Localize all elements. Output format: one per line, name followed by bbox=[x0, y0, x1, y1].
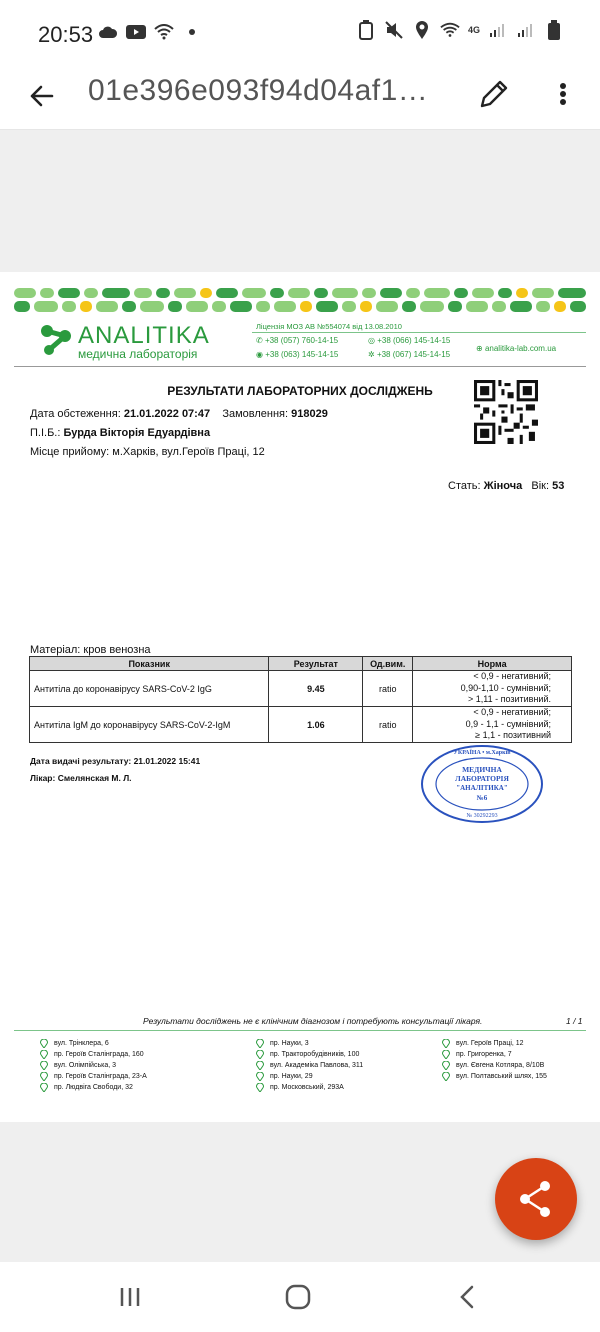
mute-icon bbox=[384, 20, 404, 40]
pin-icon bbox=[40, 1039, 48, 1048]
pin-icon bbox=[442, 1061, 450, 1070]
pin-icon bbox=[40, 1061, 48, 1070]
svg-text:УКРАЇНА • м.Харків: УКРАЇНА • м.Харків bbox=[453, 750, 511, 756]
youtube-icon bbox=[126, 22, 146, 42]
place: м.Харків, вул.Героїв Праці, 12 bbox=[112, 446, 265, 458]
place-label: Місце прийому: bbox=[30, 446, 110, 458]
header-result: Результат bbox=[269, 657, 363, 671]
license-text: Ліцензія МОЗ АВ №554074 від 13.08.2010 bbox=[256, 322, 402, 331]
header-indicator: Показник bbox=[30, 657, 269, 671]
list-item: вул. Полтавський шлях, 155 bbox=[442, 1071, 547, 1082]
norm-line: < 0,9 - негативний; bbox=[473, 707, 551, 718]
svg-text:№6: №6 bbox=[476, 794, 488, 802]
row-indicator: Антитіла IgM до коронавірусу SARS-CoV-2-IgM bbox=[30, 707, 269, 743]
star-icon: ✲ bbox=[368, 350, 375, 359]
more-vert-icon bbox=[548, 74, 578, 114]
share-icon bbox=[495, 1158, 577, 1240]
logo-subtitle: медична лабораторія bbox=[78, 347, 198, 361]
page-number: 1 / 1 bbox=[566, 1016, 583, 1026]
list-item: вул. Академіка Павлова, 311 bbox=[256, 1060, 363, 1071]
website-text[interactable]: analitika-lab.com.ua bbox=[484, 344, 557, 353]
qr-code[interactable] bbox=[474, 380, 538, 444]
norm-line: 0,90-1,10 - сумнівний; bbox=[460, 682, 551, 693]
name-label: П.І.Б.: bbox=[30, 427, 61, 439]
results-table bbox=[29, 656, 572, 743]
website[interactable] bbox=[476, 344, 556, 353]
signal-2-icon bbox=[516, 20, 536, 40]
svg-text:ЛАБОРАТОРІЯ: ЛАБОРАТОРІЯ bbox=[455, 774, 509, 783]
issue-date: 21.01.2022 15:41 bbox=[133, 756, 201, 766]
age-label: Вік: bbox=[531, 480, 550, 492]
row-indicator: Антитіла до коронавірусу SARS-CoV-2 IgG bbox=[30, 671, 269, 707]
whatsapp-icon: ◎ bbox=[368, 336, 375, 345]
cloud-icon bbox=[98, 22, 118, 42]
list-item: вул. Євгена Котляра, 8/10В bbox=[442, 1060, 547, 1071]
exam-date: 21.01.2022 07:47 bbox=[123, 408, 211, 420]
dot-icon bbox=[182, 22, 202, 42]
edit-button[interactable] bbox=[474, 74, 514, 114]
order-label: Замовлення: bbox=[222, 408, 289, 420]
order-number: 918029 bbox=[291, 408, 328, 420]
network-type: 4G bbox=[467, 25, 480, 35]
phone-1[interactable]: +38 (057) 760-14-15 bbox=[264, 336, 339, 345]
list-item: пр. Героїв Сталінграда, 23-А bbox=[40, 1071, 147, 1082]
back-button[interactable] bbox=[22, 76, 62, 116]
patient-name-line bbox=[30, 427, 210, 439]
patient-name: Бурда Вікторія Едуардівна bbox=[63, 427, 211, 439]
pin-icon bbox=[442, 1050, 450, 1059]
material: кров венозна bbox=[83, 644, 151, 656]
svg-text:"АНАЛІТИКА": "АНАЛІТИКА" bbox=[456, 784, 508, 792]
status-bar bbox=[0, 0, 600, 64]
file-title: 01e396e093f94d04af1… bbox=[88, 74, 429, 107]
place-line bbox=[30, 446, 265, 458]
more-options-button[interactable] bbox=[548, 74, 578, 114]
system-nav-bar bbox=[0, 1262, 600, 1332]
age: 53 bbox=[552, 480, 565, 492]
sex: Жіноча bbox=[483, 480, 523, 492]
table-header-row bbox=[30, 657, 572, 671]
issue-date-label: Дата видачі результату: bbox=[30, 756, 132, 766]
address-column bbox=[40, 1038, 147, 1093]
norm-line: < 0,9 - негативний; bbox=[473, 671, 551, 682]
chevron-left-icon bbox=[448, 1282, 488, 1312]
list-item: вул. Героїв Праці, 12 bbox=[442, 1038, 547, 1049]
exam-date-line bbox=[30, 408, 328, 420]
norm-line: 0,9 - 1,1 - сумнівний; bbox=[465, 718, 551, 729]
sex-age-line bbox=[448, 480, 564, 492]
divider bbox=[14, 366, 586, 367]
list-item: пр. Григоренка, 7 bbox=[442, 1049, 547, 1060]
pin-icon bbox=[40, 1083, 48, 1092]
row-result: 1.06 bbox=[269, 707, 363, 743]
issue-date-line bbox=[30, 756, 200, 766]
material-label: Матеріал: bbox=[30, 644, 81, 656]
pin-icon bbox=[442, 1072, 450, 1081]
list-item: пр. Науки, 3 bbox=[256, 1038, 363, 1049]
system-back-button[interactable] bbox=[448, 1282, 488, 1312]
document-title: РЕЗУЛЬТАТИ ЛАБОРАТОРНИХ ДОСЛІДЖЕНЬ bbox=[167, 384, 433, 398]
list-item: вул. Олімпійська, 3 bbox=[40, 1060, 147, 1071]
status-time: 20:53 bbox=[38, 22, 94, 47]
share-button[interactable] bbox=[495, 1158, 577, 1240]
analitika-logo bbox=[40, 322, 240, 362]
doctor-label: Лікар: bbox=[30, 773, 56, 783]
address-column bbox=[256, 1038, 363, 1093]
phone-3[interactable]: +38 (066) 145-14-15 bbox=[377, 336, 451, 345]
list-item: пр. Людвіга Свободи, 32 bbox=[40, 1082, 147, 1093]
divider bbox=[252, 332, 586, 333]
list-item: пр. Науки, 29 bbox=[256, 1071, 363, 1082]
table-row bbox=[30, 707, 572, 743]
home-icon bbox=[278, 1282, 318, 1312]
svg-text:МЕДИЧНА: МЕДИЧНА bbox=[462, 765, 502, 774]
arrow-back-icon bbox=[22, 76, 62, 116]
wifi-question-icon bbox=[154, 22, 174, 42]
list-item: вул. Трінклера, 6 bbox=[40, 1038, 147, 1049]
header-norm: Норма bbox=[413, 657, 572, 671]
signal-icon bbox=[488, 20, 508, 40]
pin-icon bbox=[40, 1072, 48, 1081]
divider bbox=[14, 1030, 586, 1031]
home-button[interactable] bbox=[278, 1282, 318, 1312]
document-viewer[interactable] bbox=[0, 130, 600, 1262]
doctor-line bbox=[30, 773, 132, 783]
row-norm bbox=[413, 671, 572, 707]
phone-2[interactable]: +38 (063) 145-14-15 bbox=[265, 350, 339, 359]
sex-label: Стать: bbox=[448, 480, 481, 492]
phone-icon: ✆ bbox=[256, 336, 263, 345]
location-icon bbox=[412, 20, 432, 40]
recents-icon bbox=[110, 1282, 150, 1312]
battery-saver-icon bbox=[356, 20, 376, 40]
pin-icon bbox=[256, 1061, 264, 1070]
pin-icon bbox=[256, 1039, 264, 1048]
viber-icon: ◉ bbox=[256, 350, 263, 359]
wifi-icon bbox=[440, 20, 460, 40]
address-column bbox=[442, 1038, 547, 1082]
battery-icon bbox=[544, 20, 564, 40]
lab-stamp bbox=[420, 744, 544, 824]
norm-line: > 1,11 - позитивний. bbox=[468, 694, 551, 705]
pin-icon bbox=[442, 1039, 450, 1048]
phone-4[interactable]: +38 (067) 145-14-15 bbox=[376, 350, 451, 359]
exam-date-label: Дата обстеження: bbox=[30, 408, 121, 420]
logo-name: ANALITIKA bbox=[78, 322, 210, 349]
norm-line: ≥ 1,1 - позитивний bbox=[475, 730, 551, 741]
recents-button[interactable] bbox=[110, 1282, 150, 1312]
doctor-name: Смелянская М. Л. bbox=[57, 773, 132, 783]
list-item: пр. Московський, 293А bbox=[256, 1082, 363, 1093]
material-line bbox=[30, 644, 151, 656]
row-norm bbox=[413, 707, 572, 743]
globe-icon: ⊕ bbox=[476, 344, 483, 353]
row-result: 9.45 bbox=[269, 671, 363, 707]
header-unit: Од.вим. bbox=[363, 657, 413, 671]
pin-icon bbox=[256, 1050, 264, 1059]
table-row bbox=[30, 671, 572, 707]
disclaimer: Результати досліджень не є клінічним діагнозом і потребують консультації лікаря. bbox=[143, 1016, 483, 1026]
row-unit: ratio bbox=[363, 671, 413, 707]
svg-text:№ 30292293: № 30292293 bbox=[466, 813, 498, 819]
logo-icon bbox=[40, 324, 72, 356]
list-item: пр. Тракторобудівників, 100 bbox=[256, 1049, 363, 1060]
pin-icon bbox=[256, 1083, 264, 1092]
pin-icon bbox=[256, 1072, 264, 1081]
app-bar bbox=[0, 64, 600, 130]
pencil-icon bbox=[474, 74, 514, 114]
pin-icon bbox=[40, 1050, 48, 1059]
header-pattern bbox=[14, 286, 586, 314]
page-footer bbox=[0, 830, 600, 1122]
list-item: пр. Героїв Сталінграда, 160 bbox=[40, 1049, 147, 1060]
row-unit: ratio bbox=[363, 707, 413, 743]
